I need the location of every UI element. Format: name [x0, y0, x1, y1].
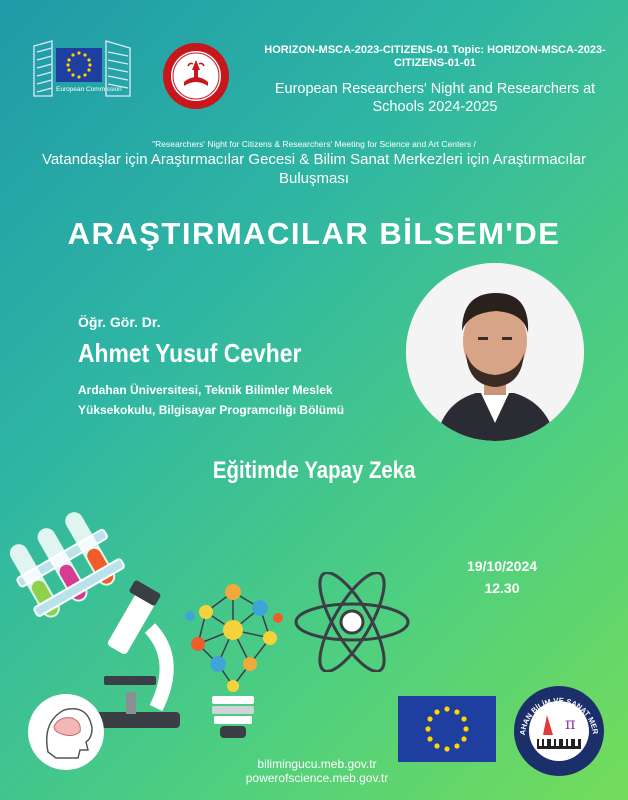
svg-text:ARDAHAN BİLİM VE SANAT MERKEZİ: AHAN BİLİM VE SANAT MER: [517, 695, 600, 736]
url-powerofscience[interactable]: powerofscience.meb.gov.tr: [245, 771, 389, 785]
speaker-institution: [78, 380, 358, 420]
svg-text:European Commission: European Commission: [56, 86, 122, 93]
institution-line-2: Yüksekokulu, Bilgisayar Programcılığı Bölümü: [78, 403, 345, 417]
talk-title: Eğitimde Yapay Zeka: [212, 457, 416, 484]
footer-urls: [232, 757, 402, 785]
event-name: European Researchers' Night and Researchers at Schools 2024-2025: [274, 81, 596, 115]
svg-text:π: π: [565, 714, 576, 733]
eu-flag-icon: [398, 696, 496, 762]
page-title: ARAŞTIRMACILAR BİLSEM'DE: [67, 216, 561, 251]
subtitle-turkish: Vatandaşlar için Araştırmacılar Gecesi & Bilim Sanat Merkezleri için Araştırmacılar Buluşması: [41, 151, 587, 187]
event-time: 12.30: [484, 580, 520, 596]
lightbulb-network-icon: [178, 572, 288, 747]
svg-text:2016: 2016: [550, 764, 568, 773]
speaker-name: Ahmet Yusuf Cevher: [78, 338, 302, 368]
event-date: 19/10/2024: [466, 558, 538, 574]
project-topic: HORIZON-MSCA-2023-CITIZENS-01 Topic: HORIZON-MSCA-2023-CITIZENS-01-01: [264, 44, 606, 69]
speaker-photo: [406, 263, 584, 441]
atom-icon: [290, 572, 415, 672]
speaker-title: Öğr. Gör. Dr.: [78, 314, 161, 330]
event-datetime: [432, 555, 572, 599]
european-commission-logo: [30, 38, 134, 108]
bilsem-logo: [513, 685, 605, 777]
url-bilimingucu[interactable]: bilimingucu.meb.gov.tr: [257, 757, 377, 771]
meb-logo: [162, 42, 230, 110]
institution-line-1: Ardahan Üniversitesi, Teknik Bilimler Meslek: [78, 383, 333, 397]
brain-head-icon: [26, 692, 106, 772]
subtitle-english: "Researchers' Night for Citizens & Researchers' Meeting for Science and Art Centers /: [152, 139, 476, 149]
